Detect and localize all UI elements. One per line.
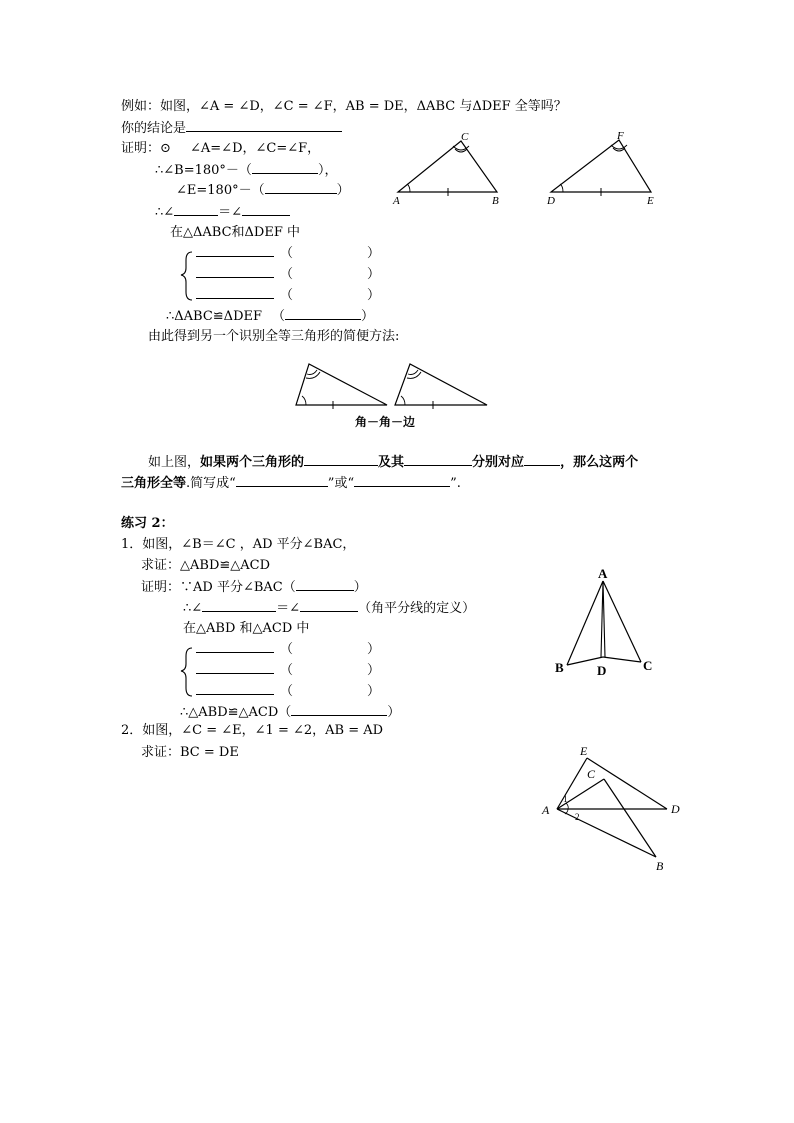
example-congruent: ∴ΔABC≌ΔDEF [166,309,263,324]
q1-condition-2: （ ） [196,661,380,679]
example-congruent-line: ∴ΔABC≌ΔDEF （ ） [166,309,375,324]
example-condition-1: （ ） [196,244,380,262]
q2-label-2: 2 [575,812,580,822]
q2-label-1: 1 [563,794,568,804]
conclusion-label: 你的结论是 [121,121,187,136]
proof-label: 证明： [121,141,161,156]
q2-label-a: A [542,803,550,817]
q2-prove: 求证：BC = DE [141,745,239,760]
summary-line-2: 三角形全等.简写成“ ”或“ ”. [121,476,461,491]
q1-label-c: C [643,658,653,673]
q1-title: 1．如图，∠B＝∠C ，AD 平分∠BAC， [121,537,356,552]
method-caption: 角－角－边 [355,415,416,429]
in-triangles: 在△ΔABC和ΔDEF 中 [170,225,300,240]
q1-label-b: B [555,660,564,675]
summary-line-1: 如上图，如果两个三角形的 及其 分别对应 ，那么这两个 [148,455,639,470]
q1-condition-3: （ ） [196,682,380,700]
example-question: 例如：如图，∠A = ∠D，∠C = ∠F，AB = DE，ΔABC 与ΔDEF 全等吗？ [121,99,567,114]
example-condition-2: （ ） [196,265,380,283]
equals-angle: ＝∠ [218,205,243,220]
label-b: B [492,195,499,207]
q1-condition-1: （ ） [196,640,380,658]
q1-prove: 求证：△ABD≌△ACD [141,558,271,573]
label-f: F [617,130,624,142]
q2-label-c: C [587,767,596,781]
angle-e-end: ） [336,183,350,198]
q1-proof-line: 证明：∵AD 平分∠BAC（ ） [141,580,367,595]
q2-label-d: D [671,802,680,816]
q1-congruent-line: ∴△ABD≌△ACD（ ） [180,705,401,720]
q1-label-d: D [597,663,607,678]
label-d: D [547,195,555,207]
label-e: E [647,195,654,207]
angle-b-text: ∴∠B=180°－（ [155,163,252,178]
example-condition-3: （ ） [196,286,380,304]
q2-label-e: E [580,744,588,758]
angle-b-end: ）， [317,163,338,178]
exercise-heading: 练习 2： [121,516,174,531]
label-a: A [393,195,400,207]
q1-therefore-line: ∴∠ ＝∠ （角平分线的定义） [183,601,476,616]
q1-label-a: A [598,566,608,581]
q2-title: 2．如图，∠C = ∠E，∠1 = ∠2，AB = AD [121,723,384,738]
given-line: ∠A=∠D，∠C=∠F， [190,141,321,156]
figure-q2-lines [557,758,667,857]
angle-e-text: ∠E=180°－（ [176,183,265,198]
method-intro: 由此得到另一个识别全等三角形的简便方法: [148,329,400,344]
label-c: C [461,131,469,143]
q1-in-line: 在△ABD 和△ACD 中 [183,621,310,636]
proof-symbol: ⊙ [160,141,171,156]
therefore-angle: ∴∠ [155,205,175,220]
q2-label-b: B [656,859,664,873]
